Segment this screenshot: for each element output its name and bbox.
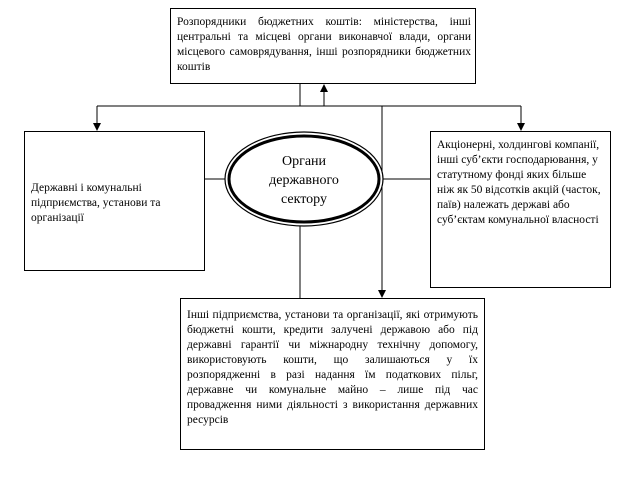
center-ellipse-line-1: Органи	[281, 154, 327, 169]
right-box-text: Акціонерні, холдингові компанії, інші суб’єкти господарювання, у статутному фонді яких більше ніж як 50 відсотків акцій (часток, паїв) належать державі або суб’єктам комунальної власності	[437, 139, 601, 226]
bottom-box	[180, 298, 485, 450]
center-ellipse-label	[238, 152, 370, 209]
top-box	[170, 8, 476, 84]
top-box-text: Розпорядники бюджетних коштів: міністерства, інші центральні та місцеві органи виконавчої влади, органи місцевого самоврядування, інші розпорядники бюджетних коштів	[177, 16, 471, 73]
bottom-box-text: Інші підприємства, установи та організації, які отримують бюджетні кошти, кредити залучені державою або під державні гарантії чи міжнародну технічну допомогу, використовують кошти, що залишаються у їх розпорядженні в разі надання їм податкових пільг, державне чи комунальне майно – лише під час провадження ними діяльності з використання державних ресурсів	[187, 309, 478, 426]
center-ellipse-line-3: сектору	[281, 192, 327, 207]
center-ellipse-line-2: державного	[269, 173, 339, 188]
right-box	[430, 131, 611, 288]
left-box-text: Державні і комунальні підприємства, установи та організації	[31, 182, 161, 224]
left-box	[24, 131, 205, 271]
